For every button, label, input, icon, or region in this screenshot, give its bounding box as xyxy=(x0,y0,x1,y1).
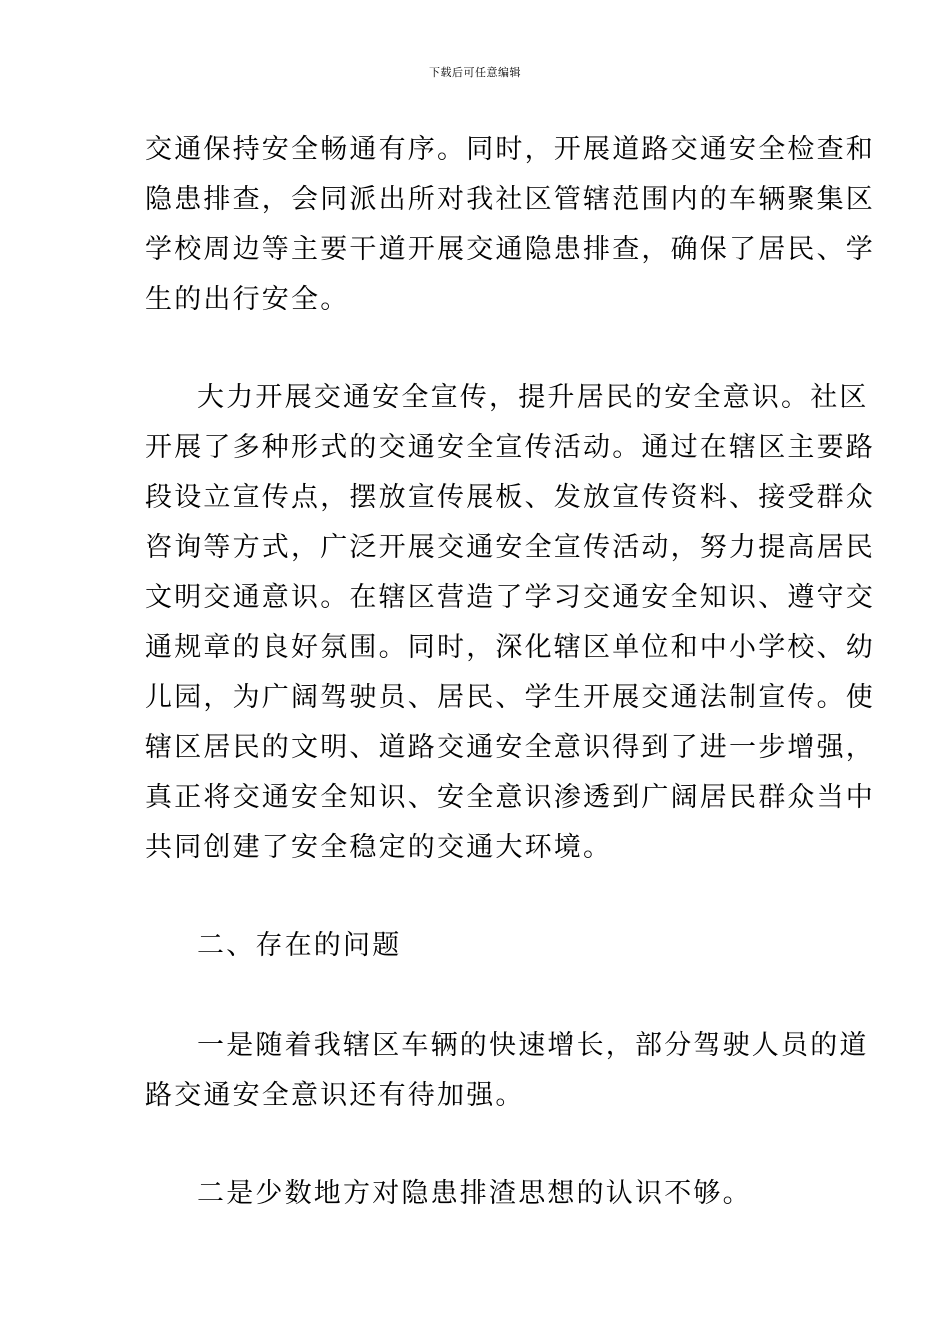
paragraph-1-line-3: 学校周边等主要干道开展交通隐患排查，确保了居民、学 xyxy=(145,234,875,265)
paragraph-3-line-1: 一是随着我辖区车辆的快速增长，部分驾驶人员的道 xyxy=(197,1030,869,1061)
paragraph-2-line-8: 辖区居民的文明、道路交通安全意识得到了进一步增强， xyxy=(145,732,875,763)
paragraph-1-line-4: 生的出行安全。 xyxy=(145,284,350,315)
paragraph-2-line-10: 共同创建了安全稳定的交通大环境。 xyxy=(145,832,613,863)
paragraph-1-line-1: 交通保持安全畅通有序。同时，开展道路交通安全检查和 xyxy=(145,134,875,165)
paragraph-2-line-9: 真正将交通安全知识、安全意识渗透到广阔居民群众当中 xyxy=(145,782,875,813)
paragraph-2-line-4: 咨询等方式，广泛开展交通安全宣传活动，努力提高居民 xyxy=(145,532,875,563)
paragraph-3-line-2: 路交通安全意识还有待加强。 xyxy=(145,1080,525,1111)
section-heading: 二、存在的问题 xyxy=(197,930,402,961)
paragraph-2-line-1: 大力开展交通安全宣传，提升居民的安全意识。社区 xyxy=(197,382,869,413)
paragraph-1-line-2: 隐患排查，会同派出所对我社区管辖范围内的车辆聚集区 xyxy=(145,184,875,215)
paragraph-2-line-3: 段设立宣传点，摆放宣传展板、发放宣传资料、接受群众 xyxy=(145,482,875,513)
paragraph-4-line-1: 二是少数地方对隐患排渣思想的认识不够。 xyxy=(197,1178,752,1209)
paragraph-2-line-6: 通规章的良好氛围。同时，深化辖区单位和中小学校、幼 xyxy=(145,632,875,663)
paragraph-2-line-2: 开展了多种形式的交通安全宣传活动。通过在辖区主要路 xyxy=(145,432,875,463)
page-header: 下载后可任意编辑 xyxy=(429,66,521,79)
paragraph-2-line-5: 文明交通意识。在辖区营造了学习交通安全知识、遵守交 xyxy=(145,582,875,613)
paragraph-2-line-7: 儿园，为广阔驾驶员、居民、学生开展交通法制宣传。使 xyxy=(145,682,875,713)
